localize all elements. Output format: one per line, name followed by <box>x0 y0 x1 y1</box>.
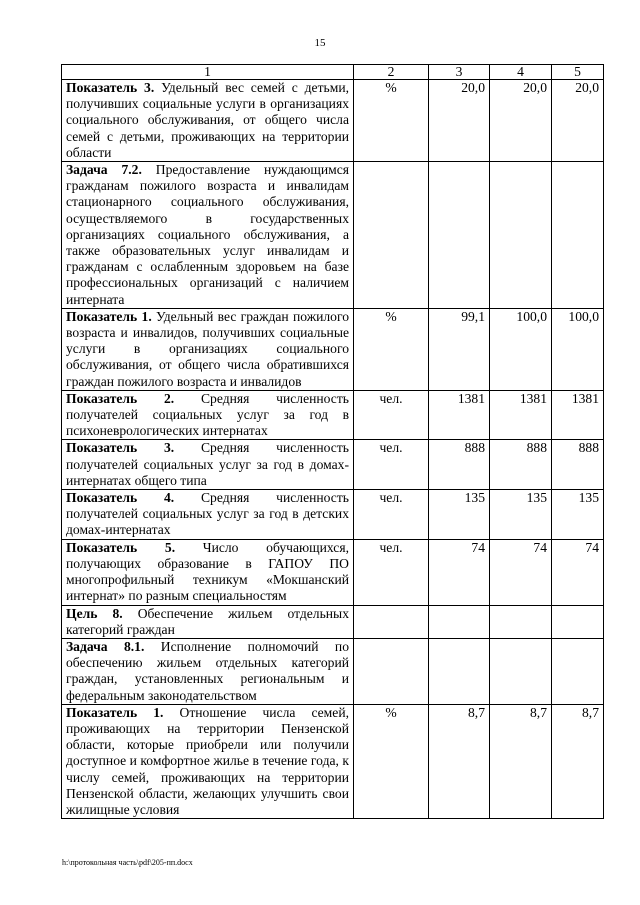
row-text: Обеспечение жильем отдельных категорий граждан <box>66 605 349 637</box>
row-value-2: 74 <box>490 539 552 605</box>
table-row <box>62 162 604 309</box>
header-cell: 1 <box>62 65 354 80</box>
row-value-1 <box>429 605 490 638</box>
row-description <box>62 704 354 818</box>
row-value-1: 1381 <box>429 390 490 440</box>
table-row <box>62 605 604 638</box>
row-label: Цель 8. <box>66 605 123 621</box>
row-value-3 <box>552 162 604 309</box>
row-value-1 <box>429 638 490 704</box>
row-text: Предоставление нуждающимся гражданам пожилого возраста и инвалидам стационарного социального обслуживания, осуществляемого в государственных организациях социального обслуживания, а также образовательных услуг инвалидам и гражданам с ослабленным здоровьем на базе профессиональных организаций с наличием интерната <box>66 162 349 307</box>
page-number: 15 <box>314 37 326 49</box>
row-label: Задача 7.2. <box>66 162 142 178</box>
row-value-2: 8,7 <box>490 704 552 818</box>
row-value-1 <box>429 162 490 309</box>
row-value-2: 135 <box>490 490 552 540</box>
row-unit <box>354 638 429 704</box>
row-description <box>62 539 354 605</box>
row-value-3: 100,0 <box>552 308 604 390</box>
row-value-3: 1381 <box>552 390 604 440</box>
row-value-3: 74 <box>552 539 604 605</box>
row-label: Показатель 5. <box>66 539 176 555</box>
table-row <box>62 638 604 704</box>
header-cell: 2 <box>354 65 429 80</box>
row-unit <box>354 605 429 638</box>
header-cell: 3 <box>429 65 490 80</box>
row-value-2 <box>490 162 552 309</box>
row-value-2 <box>490 638 552 704</box>
row-text: Удельный вес семей с детьми, получивших социальные услуги в организациях социального обслуживания, от общего числа семей с детьми, проживающих на территории области <box>66 80 349 160</box>
row-description <box>62 490 354 540</box>
row-unit: % <box>354 80 429 162</box>
row-value-1: 20,0 <box>429 80 490 162</box>
row-unit: чел. <box>354 440 429 490</box>
table-row <box>62 308 604 390</box>
row-unit: % <box>354 704 429 818</box>
row-description <box>62 162 354 309</box>
row-value-1: 888 <box>429 440 490 490</box>
table-row <box>62 440 604 490</box>
row-label: Показатель 1. <box>66 704 164 720</box>
row-value-3 <box>552 605 604 638</box>
row-description <box>62 440 354 490</box>
row-value-3 <box>552 638 604 704</box>
header-cell: 5 <box>552 65 604 80</box>
row-value-2 <box>490 605 552 638</box>
row-value-1: 135 <box>429 490 490 540</box>
row-text: Средняя численность получателей социальных услуг за год в психоневрологических интернатах <box>66 390 349 439</box>
indicators-table <box>61 64 604 819</box>
row-value-3: 8,7 <box>552 704 604 818</box>
row-value-3: 135 <box>552 490 604 540</box>
row-value-2: 1381 <box>490 390 552 440</box>
row-value-3: 888 <box>552 440 604 490</box>
row-text: Средняя численность получателей социальных услуг за год в домах-интернатах общего типа <box>66 440 349 488</box>
table-row <box>62 390 604 440</box>
row-unit: % <box>354 308 429 390</box>
row-unit: чел. <box>354 490 429 540</box>
row-text: Отношение числа семей, проживающих на территории Пензенской области, которые приобрели или получили доступное и комфортное жилье в течение года, к числу семей, проживающих на территории Пензенской области, желающих улучшить свои жилищные условия <box>66 704 349 817</box>
row-unit: чел. <box>354 390 429 440</box>
row-text: Средняя численность получателей социальных услуг за год в детских домах-интернатах <box>66 490 349 538</box>
row-description <box>62 638 354 704</box>
row-label: Показатель 3. <box>66 440 175 456</box>
row-value-3: 20,0 <box>552 80 604 162</box>
row-description <box>62 80 354 162</box>
row-label: Задача 8.1. <box>66 638 145 654</box>
row-unit <box>354 162 429 309</box>
row-value-2: 888 <box>490 440 552 490</box>
row-description <box>62 390 354 440</box>
table-header-row <box>62 65 604 80</box>
row-text: Удельный вес граждан пожилого возраста и инвалидов, получивших социальные услуги в организациях социального обслуживания, от общего числа обратившихся граждан пожилого возраста и инвалидов <box>66 308 349 389</box>
row-label: Показатель 1. <box>66 308 152 324</box>
row-value-1: 74 <box>429 539 490 605</box>
row-description <box>62 605 354 638</box>
row-value-2: 100,0 <box>490 308 552 390</box>
table-row <box>62 704 604 818</box>
table-row <box>62 539 604 605</box>
footer-file-path: h:\протокольная часть\pdf\205-пп.docx <box>62 858 193 867</box>
row-label: Показатель 3. <box>66 80 155 95</box>
table-row <box>62 490 604 540</box>
header-cell: 4 <box>490 65 552 80</box>
row-label: Показатель 4. <box>66 490 175 506</box>
row-text: Исполнение полномочий по обеспечению жильем отдельных категорий граждан, установленных региональным и федеральным законодательством <box>66 638 350 703</box>
table-row <box>62 80 604 162</box>
row-value-1: 8,7 <box>429 704 490 818</box>
row-text: Число обучающихся, получающих образование в ГАПОУ ПО многопрофильный техникум «Мокшанский интернат» по разным специальностям <box>66 539 349 604</box>
table-body <box>62 65 604 819</box>
row-description <box>62 308 354 390</box>
row-value-1: 99,1 <box>429 308 490 390</box>
row-unit: чел. <box>354 539 429 605</box>
row-value-2: 20,0 <box>490 80 552 162</box>
row-label: Показатель 2. <box>66 390 175 406</box>
